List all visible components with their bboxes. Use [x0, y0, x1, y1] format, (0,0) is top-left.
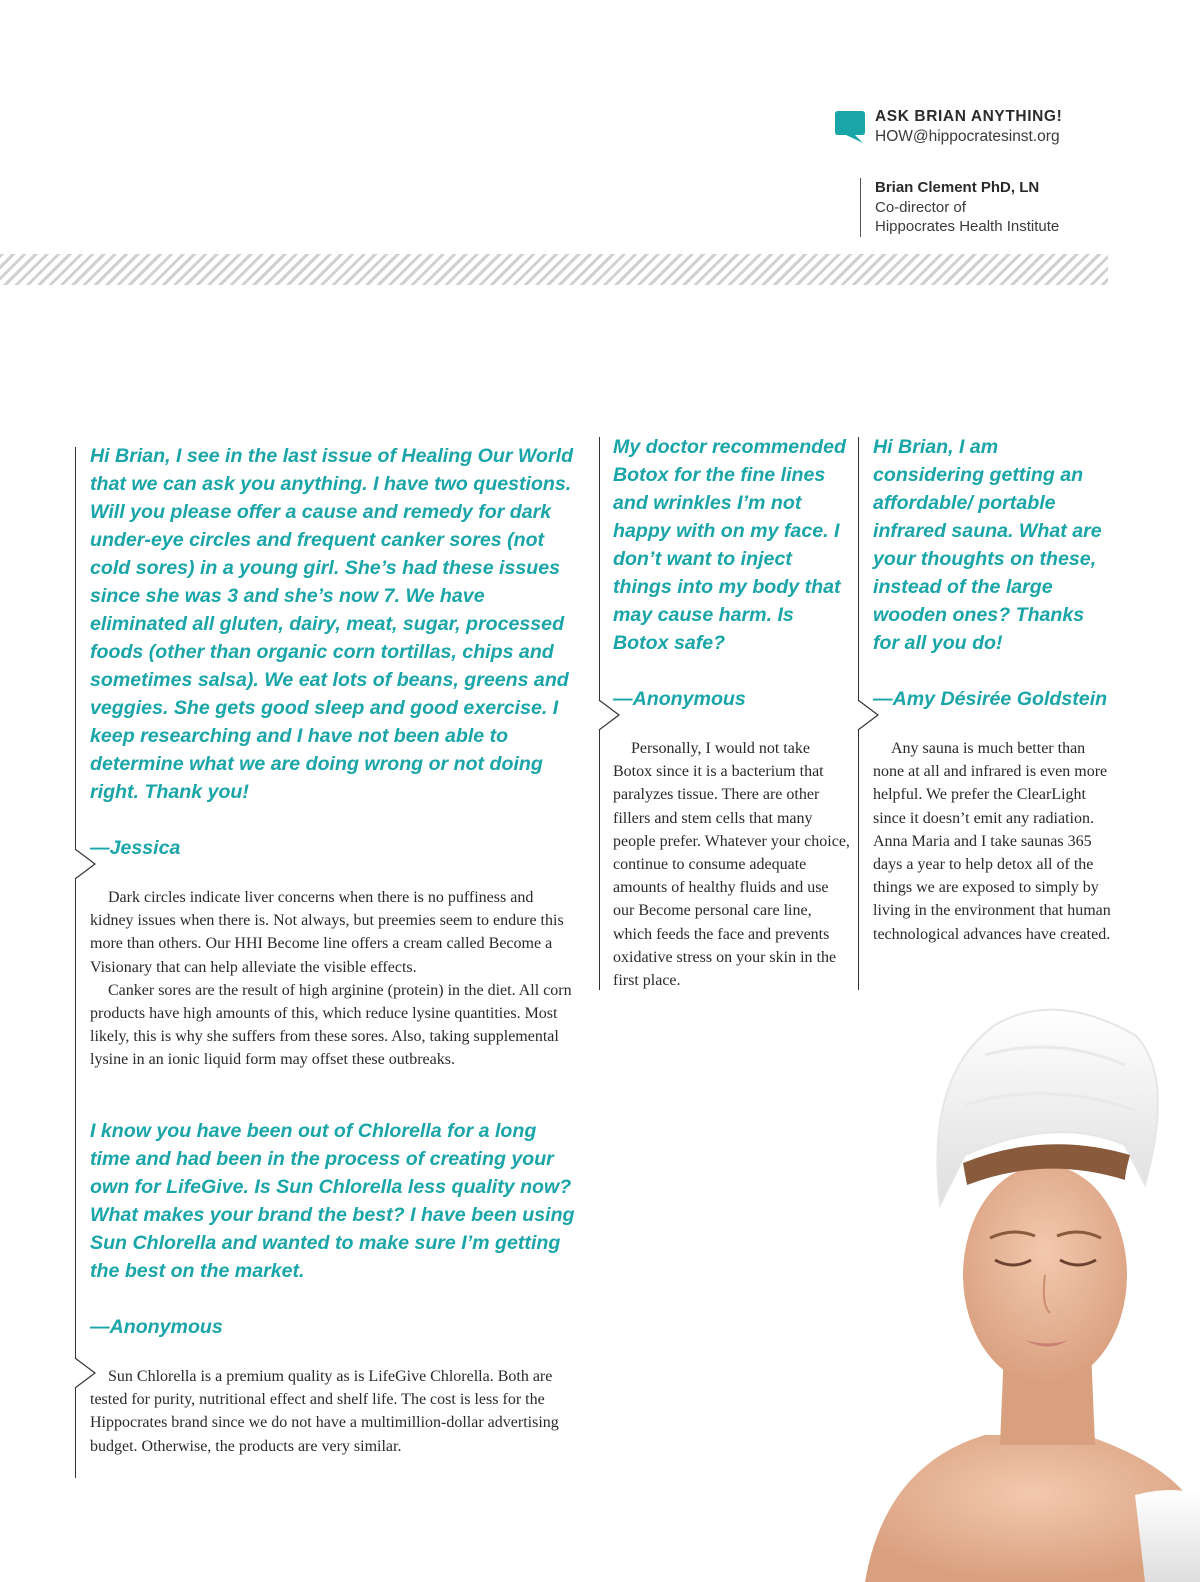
ask-title: ASK BRIAN ANYTHING!	[875, 108, 1063, 125]
qa-block-1	[90, 442, 576, 1072]
column-rule-left	[75, 447, 76, 1478]
answer-text	[613, 737, 851, 992]
qa-block-2	[90, 1117, 576, 1458]
question-signature: —Anonymous	[90, 1316, 223, 1338]
author-byline	[860, 178, 1059, 237]
answer-paragraph: Personally, I would not take Botox since it is a bacterium that paralyzes tissue. There are other fillers and stem cells that many people prefer. Whatever your choice, continue to consume adequate amounts of healthy fluids and use our Become personal care line, which feeds the face and prevents oxidative stress on your skin in the first place.	[613, 740, 850, 990]
qa-block-4	[873, 433, 1111, 946]
answer-paragraph: Sun Chlorella is a premium quality as is LifeGive Chlorella. Both are tested for purity, nutritional effect and shelf life. The cost is less for the Hippocrates brand since we do not have a multimillion-dollar advertising budget. Otherwise, the products are very similar.	[90, 1368, 559, 1455]
answer-text	[90, 886, 576, 1072]
qa-block-3	[613, 433, 851, 992]
answer-text	[873, 737, 1111, 946]
question-text: Hi Brian, I am considering getting an affordable/ portable infrared sauna. What are your thoughts on these, instead of the large wooden ones? Thanks for all you do!	[873, 436, 1102, 654]
answer-text	[90, 1365, 576, 1458]
woman-towel-photo	[845, 995, 1200, 1582]
question-text: Hi Brian, I see in the last issue of Healing Our World that we can ask you anything. I have two questions. Will you please offer a cause and remedy for dark under-eye circles and frequent canker sores (not cold sores) in a young girl. She’s had these issues since she was 3 and she’s now 7. We have eliminated all gluten, dairy, meat, sugar, processed foods (other than organic corn tortillas, chips and sometimes salsa). We eat lots of beans, greens and veggies. She gets good sleep and good exercise. I keep researching and I have not been able to determine what we are doing wrong or not doing right. Thank you!	[90, 445, 574, 803]
question-signature: —Anonymous	[613, 688, 746, 710]
question-signature: —Jessica	[90, 837, 181, 859]
author-name: Brian Clement PhD, LN	[875, 179, 1040, 196]
question-text: I know you have been out of Chlorella for a long time and had been in the process of creating your own for LifeGive. Is Sun Chlorella less quality now? What makes your brand the best? I have been using Sun Chlorella and wanted to make sure I’m getting the best on the market.	[90, 1120, 575, 1282]
answer-paragraph: Canker sores are the result of high arginine (protein) in the diet. All corn products have high amounts of this, which reduce lysine quantities. Most likely, this is why she suffers from these sores. Also, taking supplemental lysine in an ionic liquid form may offset these outbreaks.	[90, 981, 572, 1069]
decorative-stripe-band	[0, 254, 1108, 285]
question-text: My doctor recommended Botox for the fine lines and wrinkles I’m not happy with on my face. I don’t want to inject things into my body that may cause harm. Is Botox safe?	[613, 436, 846, 654]
question-signature: —Amy Désirée Goldstein	[873, 688, 1108, 710]
answer-paragraph: Any sauna is much better than none at all and infrared is even more helpful. We prefer the ClearLight since it doesn’t emit any radiation. Anna Maria and I take saunas 365 days a year to help detox all of the things we are exposed to simply by living in the environment that human technological advances have created.	[873, 740, 1111, 943]
answer-paragraph: Dark circles indicate liver concerns when there is no puffiness and kidney issues when there is. Not always, but preemies seem to endure this more than others. Our HHI Become line offers a cream called Become a Visionary that can help alleviate the visible effects.	[90, 889, 564, 976]
author-role-line1: Co-director of	[875, 198, 966, 216]
contact-email-link[interactable]: HOW@hippocratesinst.org	[875, 128, 1060, 145]
author-role-line2: Hippocrates Health Institute	[875, 218, 1060, 235]
speech-bubble-icon	[835, 111, 865, 143]
